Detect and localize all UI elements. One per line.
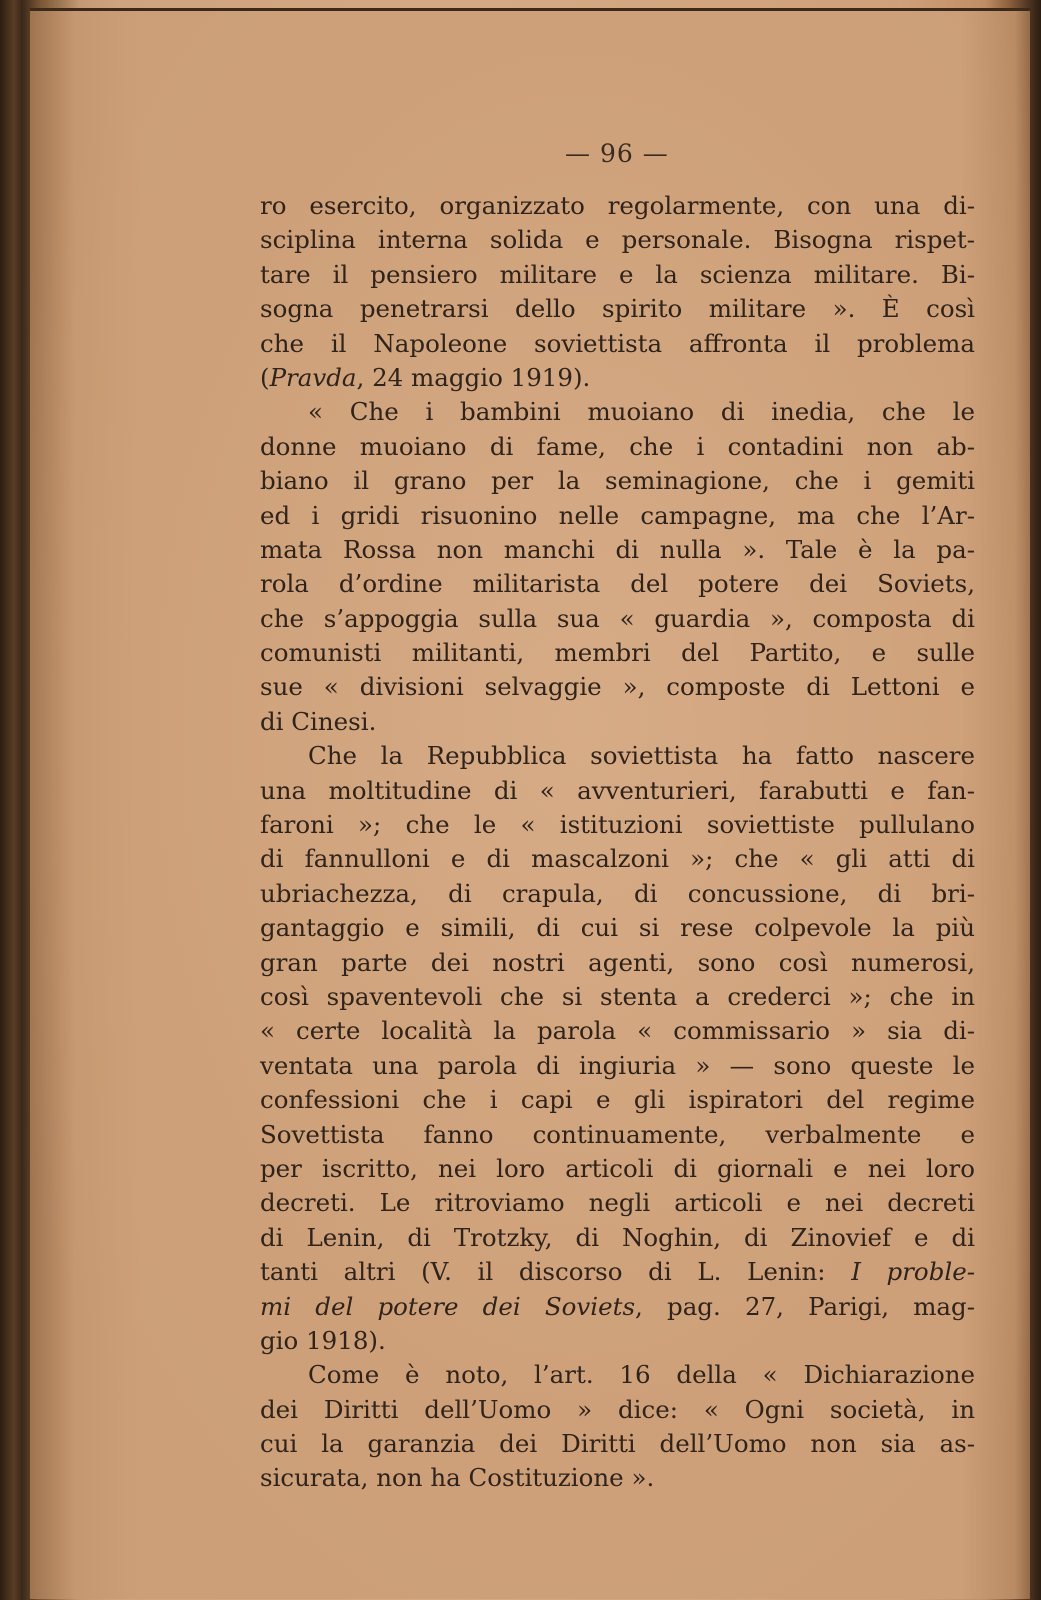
text-line: rola d’ordine militarista del potere dei Soviets, [260, 569, 975, 599]
text-line: Sovettista fanno continuamente, verbalmente e [260, 1119, 975, 1149]
text-line: che s’appoggia sulla sua « guardia », composta di [260, 603, 975, 633]
italic-title: mi del potere dei Soviets [260, 1291, 636, 1321]
paragraph-first-line: Come è noto, l’art. 16 della « Dichiarazione [308, 1360, 975, 1390]
italic-title: Pravda [269, 362, 357, 392]
text-line: dei Diritti dell’Uomo » dice: « Ogni società, in [260, 1394, 975, 1424]
text-line [260, 1290, 975, 1324]
paragraph-first-line: Che la Repubblica soviettista ha fatto nascere [308, 741, 975, 771]
text-line: di Cinesi. [260, 706, 377, 736]
text-line: biano il grano per la seminagione, che i gemiti [260, 466, 975, 496]
text-line: donne muoiano di fame, che i contadini non ab- [260, 431, 975, 461]
book-page [30, 8, 1030, 1599]
text-line: « certe località la parola « commissario » sia di- [260, 1016, 975, 1046]
text-line: confessioni che i capi e gli ispiratori del regime [260, 1085, 975, 1115]
text-line: per iscritto, nei loro articoli di giornali e nei loro [260, 1153, 975, 1183]
body-text [260, 189, 975, 1496]
text-line: una moltitudine di « avventurieri, farabutti e fan- [260, 775, 975, 805]
text-line: ubriachezza, di crapula, di concussione, di bri- [260, 878, 975, 908]
text-line: gran parte dei nostri agenti, sono così numerosi, [260, 947, 975, 977]
text-segment: , 24 maggio 1919). [356, 362, 591, 392]
text-segment: tanti altri (V. il discorso di L. Lenin: [260, 1257, 852, 1287]
text-line: ed i gridi risuonino nelle campagne, ma che l’Ar- [260, 500, 975, 530]
text-segment: ( [260, 362, 270, 392]
text-line: ventata una parola di ingiuria » — sono queste le [260, 1050, 975, 1080]
text-line: sogna penetrarsi dello spirito militare ». È così [260, 294, 975, 324]
text-line: sicurata, non ha Costituzione ». [260, 1463, 655, 1493]
text-line [260, 1255, 975, 1289]
text-segment: , pag. 27, Parigi, mag- [635, 1291, 975, 1321]
text-line: sciplina interna solida e personale. Bisogna rispet- [260, 225, 975, 255]
text-line: sue « divisioni selvaggie », composte di Lettoni e [260, 672, 975, 702]
text-line: di Lenin, di Trotzky, di Noghin, di Zinovief e di [260, 1222, 975, 1252]
italic-title: I proble- [851, 1257, 975, 1287]
text-line: faroni »; che le « istituzioni soviettiste pullulano [260, 810, 975, 840]
text-line: di fannulloni e di mascalzoni »; che « gli atti di [260, 844, 975, 874]
text-line: cui la garanzia dei Diritti dell’Uomo non sia as- [260, 1429, 975, 1459]
text-line: gio 1918). [260, 1325, 386, 1355]
page-number: — 96 — [565, 139, 669, 168]
text-line: tare il pensiero militare e la scienza militare. Bi- [260, 259, 975, 289]
text-line: comunisti militanti, membri del Partito, e sulle [260, 638, 975, 668]
text-line: gantaggio e simili, di cui si rese colpevole la più [260, 913, 975, 943]
text-line: decreti. Le ritroviamo negli articoli e nei decreti [260, 1188, 975, 1218]
text-line: così spaventevoli che si stenta a crederci »; che in [260, 981, 975, 1011]
paragraph-first-line: « Che i bambini muoiano di inedia, che le [308, 397, 975, 427]
text-line: che il Napoleone soviettista affronta il problema [260, 328, 975, 358]
text-line [260, 361, 975, 395]
text-line: ro esercito, organizzato regolarmente, con una di- [260, 191, 975, 220]
text-line: mata Rossa non manchi di nulla ». Tale è la pa- [260, 534, 975, 564]
